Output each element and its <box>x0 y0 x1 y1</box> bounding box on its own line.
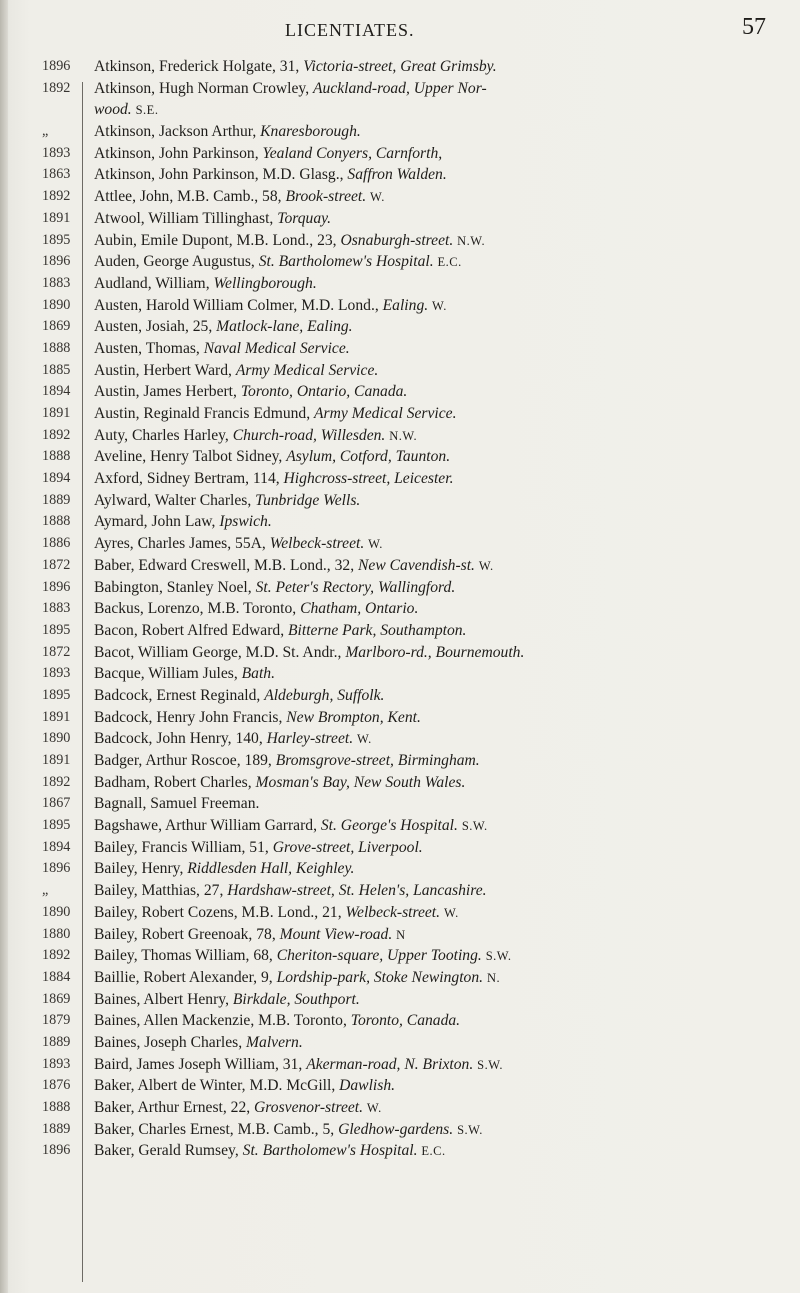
entry-year: 1891 <box>42 708 71 725</box>
entry-text <box>78 403 456 425</box>
entry-address: Church-road, Willesden. <box>232 426 386 444</box>
entry-district: W. <box>432 298 447 313</box>
entry-address: Mount View-road. <box>279 925 393 943</box>
list-item <box>0 1010 800 1032</box>
entry-text <box>78 858 354 880</box>
entry-name: Atwool, William Tillinghast, <box>94 209 278 227</box>
list-item <box>0 967 800 989</box>
entry-district: S.W. <box>461 819 488 834</box>
entry-district: N.W. <box>457 233 486 248</box>
entry-address: Dawlish. <box>339 1077 396 1095</box>
list-item <box>0 728 800 750</box>
entry-text <box>78 56 497 78</box>
entry-name: Bacot, William George, M.D. St. Andr., <box>94 643 346 661</box>
entry-name: Bailey, Matthias, 27, <box>94 882 228 900</box>
entry-text <box>78 642 524 664</box>
list-item <box>0 186 800 208</box>
entry-name: Bailey, Francis William, 51, <box>94 838 273 856</box>
entry-year: 1888 <box>42 513 71 530</box>
entry-name: Auden, George Augustus, <box>94 253 259 271</box>
entry-text <box>78 685 384 707</box>
entry-name: Audland, William, <box>94 274 214 292</box>
list-item <box>0 99 800 121</box>
entry-year: 1880 <box>42 925 71 942</box>
entry-year: 1896 <box>42 1142 71 1159</box>
list-item <box>0 425 800 447</box>
entry-address: Matlock-lane, Ealing. <box>216 318 353 336</box>
entry-address: wood. <box>94 101 132 119</box>
page-number: 57 <box>742 14 766 40</box>
entry-text <box>78 121 361 143</box>
entry-name: Bacque, William Jules, <box>94 665 242 683</box>
list-item <box>0 577 800 599</box>
list-item <box>0 945 800 967</box>
entry-year: 1863 <box>42 166 71 183</box>
list-item <box>0 815 800 837</box>
entry-name: Bailey, Thomas William, 68, <box>94 947 277 965</box>
entry-name: Baines, Albert Henry, <box>94 990 233 1008</box>
entry-address: Army Medical Service. <box>314 405 457 422</box>
entry-year: 1889 <box>42 491 71 508</box>
entry-address: St. George's Hospital. <box>320 817 458 835</box>
entry-year: 1883 <box>42 600 71 617</box>
list-item <box>0 468 800 490</box>
list-item <box>0 924 800 946</box>
entry-name: Austen, Harold William Colmer, M.D. Lond., <box>94 296 383 314</box>
entry-year <box>0 99 78 121</box>
entry-year: 1894 <box>42 383 71 400</box>
list-item <box>0 295 800 317</box>
entry-year: 1893 <box>42 665 71 682</box>
entry-year: 1886 <box>42 535 71 552</box>
list-item <box>0 793 800 815</box>
entry-address: Ipswich. <box>219 513 272 531</box>
entry-year: 1869 <box>42 990 71 1007</box>
entry-name: Aveline, Henry Talbot Sidney, <box>94 448 287 466</box>
entry-district: W. <box>478 558 494 573</box>
entry-year: 1890 <box>42 730 71 747</box>
list-item <box>0 858 800 880</box>
entry-text <box>78 295 447 317</box>
entry-name: Bagnall, Samuel Freeman. <box>94 795 260 813</box>
entry-text <box>78 425 417 447</box>
entry-name: Baker, Gerald Rumsey, <box>94 1142 243 1160</box>
entry-address: St. Bartholomew's Hospital. <box>242 1142 418 1160</box>
entry-address: Asylum, Cotford, Taunton. <box>286 448 451 466</box>
entry-address: Marlboro-rd., Bournemouth. <box>345 643 525 661</box>
entry-text <box>78 815 488 837</box>
entry-year: 1896 <box>42 578 71 595</box>
entry-name: Baird, James Joseph William, 31, <box>94 1055 307 1073</box>
entry-name: Austin, Herbert Ward, <box>94 361 236 379</box>
entry-address: Cheriton-square, Upper Tooting. <box>276 947 482 965</box>
list-item <box>0 1032 800 1054</box>
entry-year: 1895 <box>42 817 71 834</box>
entry-name: Atkinson, John Parkinson, <box>94 144 263 162</box>
list-item <box>0 490 800 512</box>
entry-name: Badger, Arthur Roscoe, 189, <box>94 752 276 769</box>
entry-text <box>78 924 406 946</box>
entry-address: New Brompton, Kent. <box>286 708 421 726</box>
entry-address: Grove-street, Liverpool. <box>272 838 423 856</box>
entry-name: Badcock, Ernest Reginald, <box>94 686 265 704</box>
entry-district: W. <box>366 1101 382 1115</box>
entry-name: Aylward, Walter Charles, <box>94 491 256 509</box>
entry-name: Ayres, Charles James, 55A, <box>94 535 270 553</box>
entry-address: Riddlesden Hall, Keighley. <box>187 860 355 878</box>
entry-year: 1888 <box>42 448 71 465</box>
entry-year: 1892 <box>42 426 71 443</box>
list-item <box>0 620 800 642</box>
entry-text <box>78 381 407 403</box>
running-head <box>0 14 800 46</box>
entry-address: Naval Medical Service. <box>203 339 350 357</box>
entry-district: S.W. <box>485 949 512 964</box>
entry-address: Bitterne Park, Southampton. <box>288 621 467 639</box>
entry-text <box>78 316 353 338</box>
entry-text <box>78 967 500 989</box>
entry-text <box>78 555 494 577</box>
entry-name: Austen, Thomas, <box>94 339 204 357</box>
entry-district: E.C. <box>421 1144 446 1159</box>
entry-name: Atkinson, Frederick Holgate, 31, <box>94 58 304 75</box>
entry-year: 1896 <box>42 58 71 74</box>
entry-text <box>78 989 360 1011</box>
list-item <box>0 230 800 252</box>
entry-year: 1892 <box>42 188 71 205</box>
entry-text <box>78 577 455 599</box>
entry-district: W. <box>443 905 459 920</box>
entry-district: S.W. <box>477 1057 503 1072</box>
entry-address: New Cavendish-st. <box>358 556 475 574</box>
entry-year: 1879 <box>42 1012 71 1029</box>
entry-year: 1888 <box>42 1099 71 1115</box>
list-item <box>0 1075 800 1097</box>
list-item <box>0 555 800 577</box>
entry-text <box>78 186 385 208</box>
entry-name: Bagshawe, Arthur William Garrard, <box>94 817 321 835</box>
list-item <box>0 143 800 165</box>
entry-name: Badcock, Henry John Francis, <box>94 708 287 726</box>
list-item <box>0 837 800 859</box>
entry-address: Birkdale, Southport. <box>232 990 360 1008</box>
entry-district: N. <box>486 970 501 985</box>
entry-name: Badcock, John Henry, 140, <box>94 730 267 748</box>
licentiates-list <box>0 56 800 1162</box>
entry-name: Bailey, Robert Greenoak, 78, <box>94 925 280 943</box>
entry-name: Austen, Josiah, 25, <box>94 318 217 336</box>
entry-district: N.W. <box>389 428 418 443</box>
entry-address: St. Peter's Rectory, Wallingford. <box>255 578 456 596</box>
entry-address: Osnaburgh-street. <box>340 231 454 249</box>
list-item <box>0 381 800 403</box>
entry-text <box>78 1097 382 1119</box>
entry-year: 1896 <box>42 253 71 270</box>
entry-text <box>78 360 378 382</box>
entry-text <box>78 707 421 729</box>
entry-name: Axford, Sidney Bertram, 114, <box>94 470 284 488</box>
entry-year: „ <box>42 882 49 899</box>
entry-name: Attlee, John, M.B. Camb., 58, <box>94 188 286 206</box>
entry-name: Aubin, Emile Dupont, M.B. Lond., 23, <box>94 231 341 249</box>
entry-district: S.W. <box>457 1122 483 1137</box>
list-item <box>0 273 800 295</box>
entry-name: Baines, Allen Mackenzie, M.B. Toronto, <box>94 1012 351 1030</box>
entry-text <box>78 164 447 186</box>
entry-year: 1893 <box>42 1055 71 1072</box>
entry-address: Hardshaw-street, St. Helen's, Lancashire. <box>227 882 487 900</box>
list-item <box>0 685 800 707</box>
list-item <box>0 164 800 186</box>
entry-text <box>78 1119 483 1141</box>
entry-address: Malvern. <box>246 1033 303 1051</box>
entry-text <box>78 598 418 620</box>
entry-text <box>78 533 383 555</box>
entry-district: E.C. <box>437 255 462 270</box>
entry-address: Welbeck-street. <box>345 903 441 921</box>
entry-text <box>78 468 453 490</box>
entry-text <box>78 728 372 750</box>
entry-year: 1891 <box>42 405 71 421</box>
entry-text <box>78 490 360 512</box>
entry-year: 1889 <box>42 1033 71 1050</box>
entry-address: Victoria-street, Great Grimsby. <box>303 58 497 75</box>
entry-text <box>78 78 487 100</box>
entry-name: Atkinson, Hugh Norman Crowley, <box>94 79 314 97</box>
entry-text <box>78 273 317 295</box>
entry-year: 1876 <box>42 1077 71 1094</box>
list-item <box>0 1097 800 1119</box>
entry-address: Grosvenor-street. <box>254 1099 364 1116</box>
entry-name: Backus, Lorenzo, M.B. Toronto, <box>94 600 301 618</box>
entry-year: 1889 <box>42 1120 71 1137</box>
entry-year: 1892 <box>42 947 71 964</box>
entry-year: „ <box>42 123 49 140</box>
entry-address: Torquay. <box>277 209 332 227</box>
entry-text <box>78 750 480 772</box>
entry-text <box>78 1054 503 1076</box>
entry-address: Harley-street. <box>266 730 354 748</box>
entry-year: 1894 <box>42 838 71 855</box>
list-item <box>0 533 800 555</box>
entry-address: Tunbridge Wells. <box>255 491 361 509</box>
entry-name: Austin, James Herbert, <box>94 383 241 401</box>
list-item <box>0 121 800 143</box>
entry-text <box>78 902 459 924</box>
list-item <box>0 598 800 620</box>
list-item <box>0 208 800 230</box>
entry-address: Ealing. <box>382 296 429 314</box>
entry-year: 1869 <box>42 318 71 335</box>
entry-year: 1896 <box>42 860 71 877</box>
entry-text <box>78 663 275 685</box>
entry-year: 1894 <box>42 470 71 487</box>
entry-text <box>78 772 465 794</box>
entry-year: 1895 <box>42 686 71 703</box>
entry-address: Mosman's Bay, New South Wales. <box>255 773 466 791</box>
list-item <box>0 902 800 924</box>
entry-name: Baillie, Robert Alexander, 9, <box>94 968 277 986</box>
entry-name: Baker, Arthur Ernest, 22, <box>94 1099 255 1116</box>
entry-year: 1890 <box>42 296 71 313</box>
list-item <box>0 1119 800 1141</box>
entry-text <box>78 230 485 252</box>
entry-text <box>78 1010 460 1032</box>
entry-text <box>78 837 423 859</box>
list-item <box>0 1140 800 1162</box>
entry-text <box>78 338 350 360</box>
entry-name: Auty, Charles Harley, <box>94 426 233 444</box>
entry-year: 1891 <box>42 752 71 768</box>
entry-text <box>78 99 158 121</box>
entry-text <box>78 620 466 642</box>
entry-address: Bath. <box>241 665 275 683</box>
entry-year: 1892 <box>42 773 71 790</box>
entry-year: 1872 <box>42 556 71 573</box>
list-item <box>0 772 800 794</box>
running-title: LICENTIATES. <box>285 20 415 40</box>
entry-address: Saffron Walden. <box>347 166 447 184</box>
entry-year: 1884 <box>42 968 71 985</box>
entry-year: 1890 <box>42 903 71 920</box>
entry-text <box>78 1032 303 1054</box>
entry-address: Bromsgrove-street, Birmingham. <box>275 752 480 769</box>
entry-district: W. <box>357 732 372 747</box>
entry-name: Babington, Stanley Noel, <box>94 578 256 596</box>
entry-district: S.E. <box>135 103 159 118</box>
list-item <box>0 1054 800 1076</box>
entry-name: Austin, Reginald Francis Edmund, <box>94 405 315 422</box>
list-item <box>0 360 800 382</box>
entry-year: 1885 <box>42 361 71 378</box>
entry-text <box>78 143 442 165</box>
entry-address: Akerman-road, N. Brixton. <box>306 1055 474 1073</box>
entry-address: Highcross-street, Leicester. <box>283 470 454 488</box>
list-item <box>0 338 800 360</box>
list-item <box>0 403 800 425</box>
entry-year: 1891 <box>42 209 71 226</box>
entry-district: W. <box>368 537 383 552</box>
list-item <box>0 642 800 664</box>
entry-address: Toronto, Ontario, Canada. <box>240 383 408 401</box>
entry-address: Knaresborough. <box>260 123 361 141</box>
entry-address: Army Medical Service. <box>235 361 379 379</box>
entry-address: Wellingborough. <box>213 274 317 292</box>
entry-address: Brook-street. <box>285 188 367 206</box>
entry-name: Atkinson, John Parkinson, M.D. Glasg., <box>94 166 348 184</box>
entry-year: 1895 <box>42 621 71 638</box>
entry-name: Aymard, John Law, <box>94 513 220 531</box>
entry-text <box>78 945 512 967</box>
list-item <box>0 251 800 273</box>
list-item <box>0 989 800 1011</box>
list-item <box>0 446 800 468</box>
list-item <box>0 511 800 533</box>
entry-district: W. <box>370 190 385 205</box>
list-item <box>0 78 800 100</box>
list-item <box>0 663 800 685</box>
list-item <box>0 56 800 78</box>
entry-name: Atkinson, Jackson Arthur, <box>94 123 261 141</box>
entry-year: 1893 <box>42 144 71 161</box>
entry-text <box>78 793 259 815</box>
entry-name: Bailey, Robert Cozens, M.B. Lond., 21, <box>94 903 346 921</box>
list-item <box>0 880 800 902</box>
entry-district: N <box>396 927 406 942</box>
list-item <box>0 750 800 772</box>
entry-name: Baber, Edward Creswell, M.B. Lond., 32, <box>94 556 358 574</box>
entry-name: Badham, Robert Charles, <box>94 773 256 791</box>
entry-year: 1895 <box>42 231 71 248</box>
entry-name: Bacon, Robert Alfred Edward, <box>94 621 289 639</box>
entry-address: Yealand Conyers, Carnforth, <box>262 144 443 162</box>
entry-address: Lordship-park, Stoke Newington. <box>276 968 484 986</box>
entry-address: Aldeburgh, Suffolk. <box>264 686 385 704</box>
list-item <box>0 707 800 729</box>
entry-text <box>78 251 462 273</box>
entry-name: Baker, Charles Ernest, M.B. Camb., 5, <box>94 1120 339 1138</box>
entry-address: Gledhow-gardens. <box>338 1120 454 1138</box>
entry-year: 1883 <box>42 274 71 291</box>
entry-text <box>78 1075 395 1097</box>
entry-year: 1888 <box>42 339 71 356</box>
entry-address: Welbeck-street. <box>269 535 365 553</box>
entry-address: Chatham, Ontario. <box>300 600 419 618</box>
entry-text <box>78 1140 446 1162</box>
entry-text <box>78 880 487 902</box>
entry-name: Bailey, Henry, <box>94 860 188 878</box>
entry-text <box>78 446 450 468</box>
entry-year: 1892 <box>42 79 71 96</box>
entry-year: 1872 <box>42 643 71 660</box>
entry-text <box>78 511 272 533</box>
list-item <box>0 316 800 338</box>
entry-name: Baines, Joseph Charles, <box>94 1033 247 1051</box>
entry-address: St. Bartholomew's Hospital. <box>258 253 434 271</box>
entry-year: 1867 <box>42 795 71 812</box>
entry-text <box>78 208 331 230</box>
entry-name: Baker, Albert de Winter, M.D. McGill, <box>94 1077 340 1095</box>
entry-address: Auckland-road, Upper Nor- <box>313 79 487 97</box>
entry-address: Toronto, Canada. <box>350 1012 461 1030</box>
